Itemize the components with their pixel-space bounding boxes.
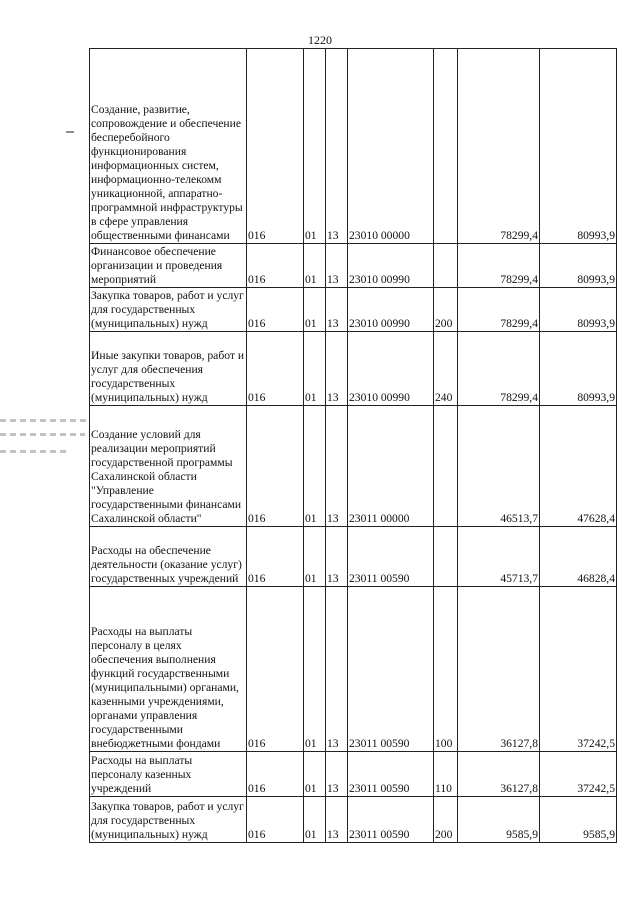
budget-table xyxy=(89,48,617,843)
table-row xyxy=(90,244,617,288)
expense-type: 200 xyxy=(434,288,458,332)
expense-type: 100 xyxy=(434,587,458,752)
expense-type xyxy=(434,527,458,587)
subsection-code: 13 xyxy=(326,406,348,527)
expense-type xyxy=(434,406,458,527)
section-code: 01 xyxy=(304,587,326,752)
ministry-code: 016 xyxy=(247,406,304,527)
sum-year-2: 9585,9 xyxy=(540,797,617,843)
sum-year-1: 78299,4 xyxy=(458,49,540,244)
subsection-code: 13 xyxy=(326,332,348,406)
ministry-code: 016 xyxy=(247,332,304,406)
scan-smudge xyxy=(0,419,90,422)
program-code: 23010 00990 xyxy=(348,288,434,332)
program-code: 23010 00990 xyxy=(348,244,434,288)
ministry-code: 016 xyxy=(247,288,304,332)
sum-year-1: 9585,9 xyxy=(458,797,540,843)
row-name: Закупка товаров, работ и услуг для государственных (муниципальных) нужд xyxy=(90,797,247,843)
scan-smudge xyxy=(0,450,70,453)
section-code: 01 xyxy=(304,288,326,332)
subsection-code: 13 xyxy=(326,288,348,332)
section-code: 01 xyxy=(304,332,326,406)
sum-year-1: 36127,8 xyxy=(458,587,540,752)
sum-year-2: 80993,9 xyxy=(540,244,617,288)
ministry-code: 016 xyxy=(247,527,304,587)
sum-year-2: 80993,9 xyxy=(540,49,617,244)
table-row xyxy=(90,49,617,244)
expense-type: 200 xyxy=(434,797,458,843)
sum-year-1: 78299,4 xyxy=(458,332,540,406)
program-code: 23011 00590 xyxy=(348,752,434,797)
subsection-code: 13 xyxy=(326,244,348,288)
row-name: Финансовое обеспечение организации и проведения мероприятий xyxy=(90,244,247,288)
ministry-code: 016 xyxy=(247,244,304,288)
section-code: 01 xyxy=(304,752,326,797)
table-row xyxy=(90,406,617,527)
sum-year-2: 80993,9 xyxy=(540,288,617,332)
program-code: 23011 00590 xyxy=(348,797,434,843)
scan-smudge xyxy=(0,433,85,436)
expense-type: 240 xyxy=(434,332,458,406)
table-row xyxy=(90,527,617,587)
section-code: 01 xyxy=(304,797,326,843)
program-code: 23011 00590 xyxy=(348,527,434,587)
section-code: 01 xyxy=(304,406,326,527)
sum-year-1: 36127,8 xyxy=(458,752,540,797)
row-name: Создание условий для реализации мероприятий государственной программы Сахалинской области "Управление государственными финансами Сахалинской области" xyxy=(90,406,247,527)
program-code: 23011 00000 xyxy=(348,406,434,527)
sum-year-2: 37242,5 xyxy=(540,752,617,797)
row-name: Создание, развитие, сопровождение и обеспечение бесперебойного функционирования информационных систем, информационно-телекомм уникационной, аппаратно-программной инфраструктуры в сфере управления общественными финансами xyxy=(90,49,247,244)
sum-year-1: 78299,4 xyxy=(458,288,540,332)
section-code: 01 xyxy=(304,527,326,587)
program-code: 23010 00990 xyxy=(348,332,434,406)
expense-type: 110 xyxy=(434,752,458,797)
sum-year-2: 37242,5 xyxy=(540,587,617,752)
scan-mark xyxy=(66,131,74,133)
sum-year-2: 80993,9 xyxy=(540,332,617,406)
row-name: Закупка товаров, работ и услуг для государственных (муниципальных) нужд xyxy=(90,288,247,332)
sum-year-1: 46513,7 xyxy=(458,406,540,527)
program-code: 23010 00000 xyxy=(348,49,434,244)
sum-year-2: 47628,4 xyxy=(540,406,617,527)
page-number: 1220 xyxy=(308,33,332,47)
subsection-code: 13 xyxy=(326,587,348,752)
subsection-code: 13 xyxy=(326,527,348,587)
section-code: 01 xyxy=(304,49,326,244)
table-row xyxy=(90,587,617,752)
sum-year-1: 45713,7 xyxy=(458,527,540,587)
sum-year-1: 78299,4 xyxy=(458,244,540,288)
row-name: Расходы на обеспечение деятельности (оказание услуг) государственных учреждений xyxy=(90,527,247,587)
table-row xyxy=(90,288,617,332)
ministry-code: 016 xyxy=(247,752,304,797)
program-code: 23011 00590 xyxy=(348,587,434,752)
subsection-code: 13 xyxy=(326,49,348,244)
row-name: Иные закупки товаров, работ и услуг для обеспечения государственных (муниципальных) нужд xyxy=(90,332,247,406)
expense-type xyxy=(434,49,458,244)
subsection-code: 13 xyxy=(326,752,348,797)
table-row xyxy=(90,752,617,797)
table-row xyxy=(90,797,617,843)
section-code: 01 xyxy=(304,244,326,288)
expense-type xyxy=(434,244,458,288)
ministry-code: 016 xyxy=(247,797,304,843)
subsection-code: 13 xyxy=(326,797,348,843)
row-name: Расходы на выплаты персоналу казенных учреждений xyxy=(90,752,247,797)
ministry-code: 016 xyxy=(247,587,304,752)
sum-year-2: 46828,4 xyxy=(540,527,617,587)
row-name: Расходы на выплаты персоналу в целях обеспечения выполнения функций государственными (муниципальными) органами, казенными учреждениями, органами управления государственными внебюджетными фондами xyxy=(90,587,247,752)
table-row xyxy=(90,332,617,406)
ministry-code: 016 xyxy=(247,49,304,244)
